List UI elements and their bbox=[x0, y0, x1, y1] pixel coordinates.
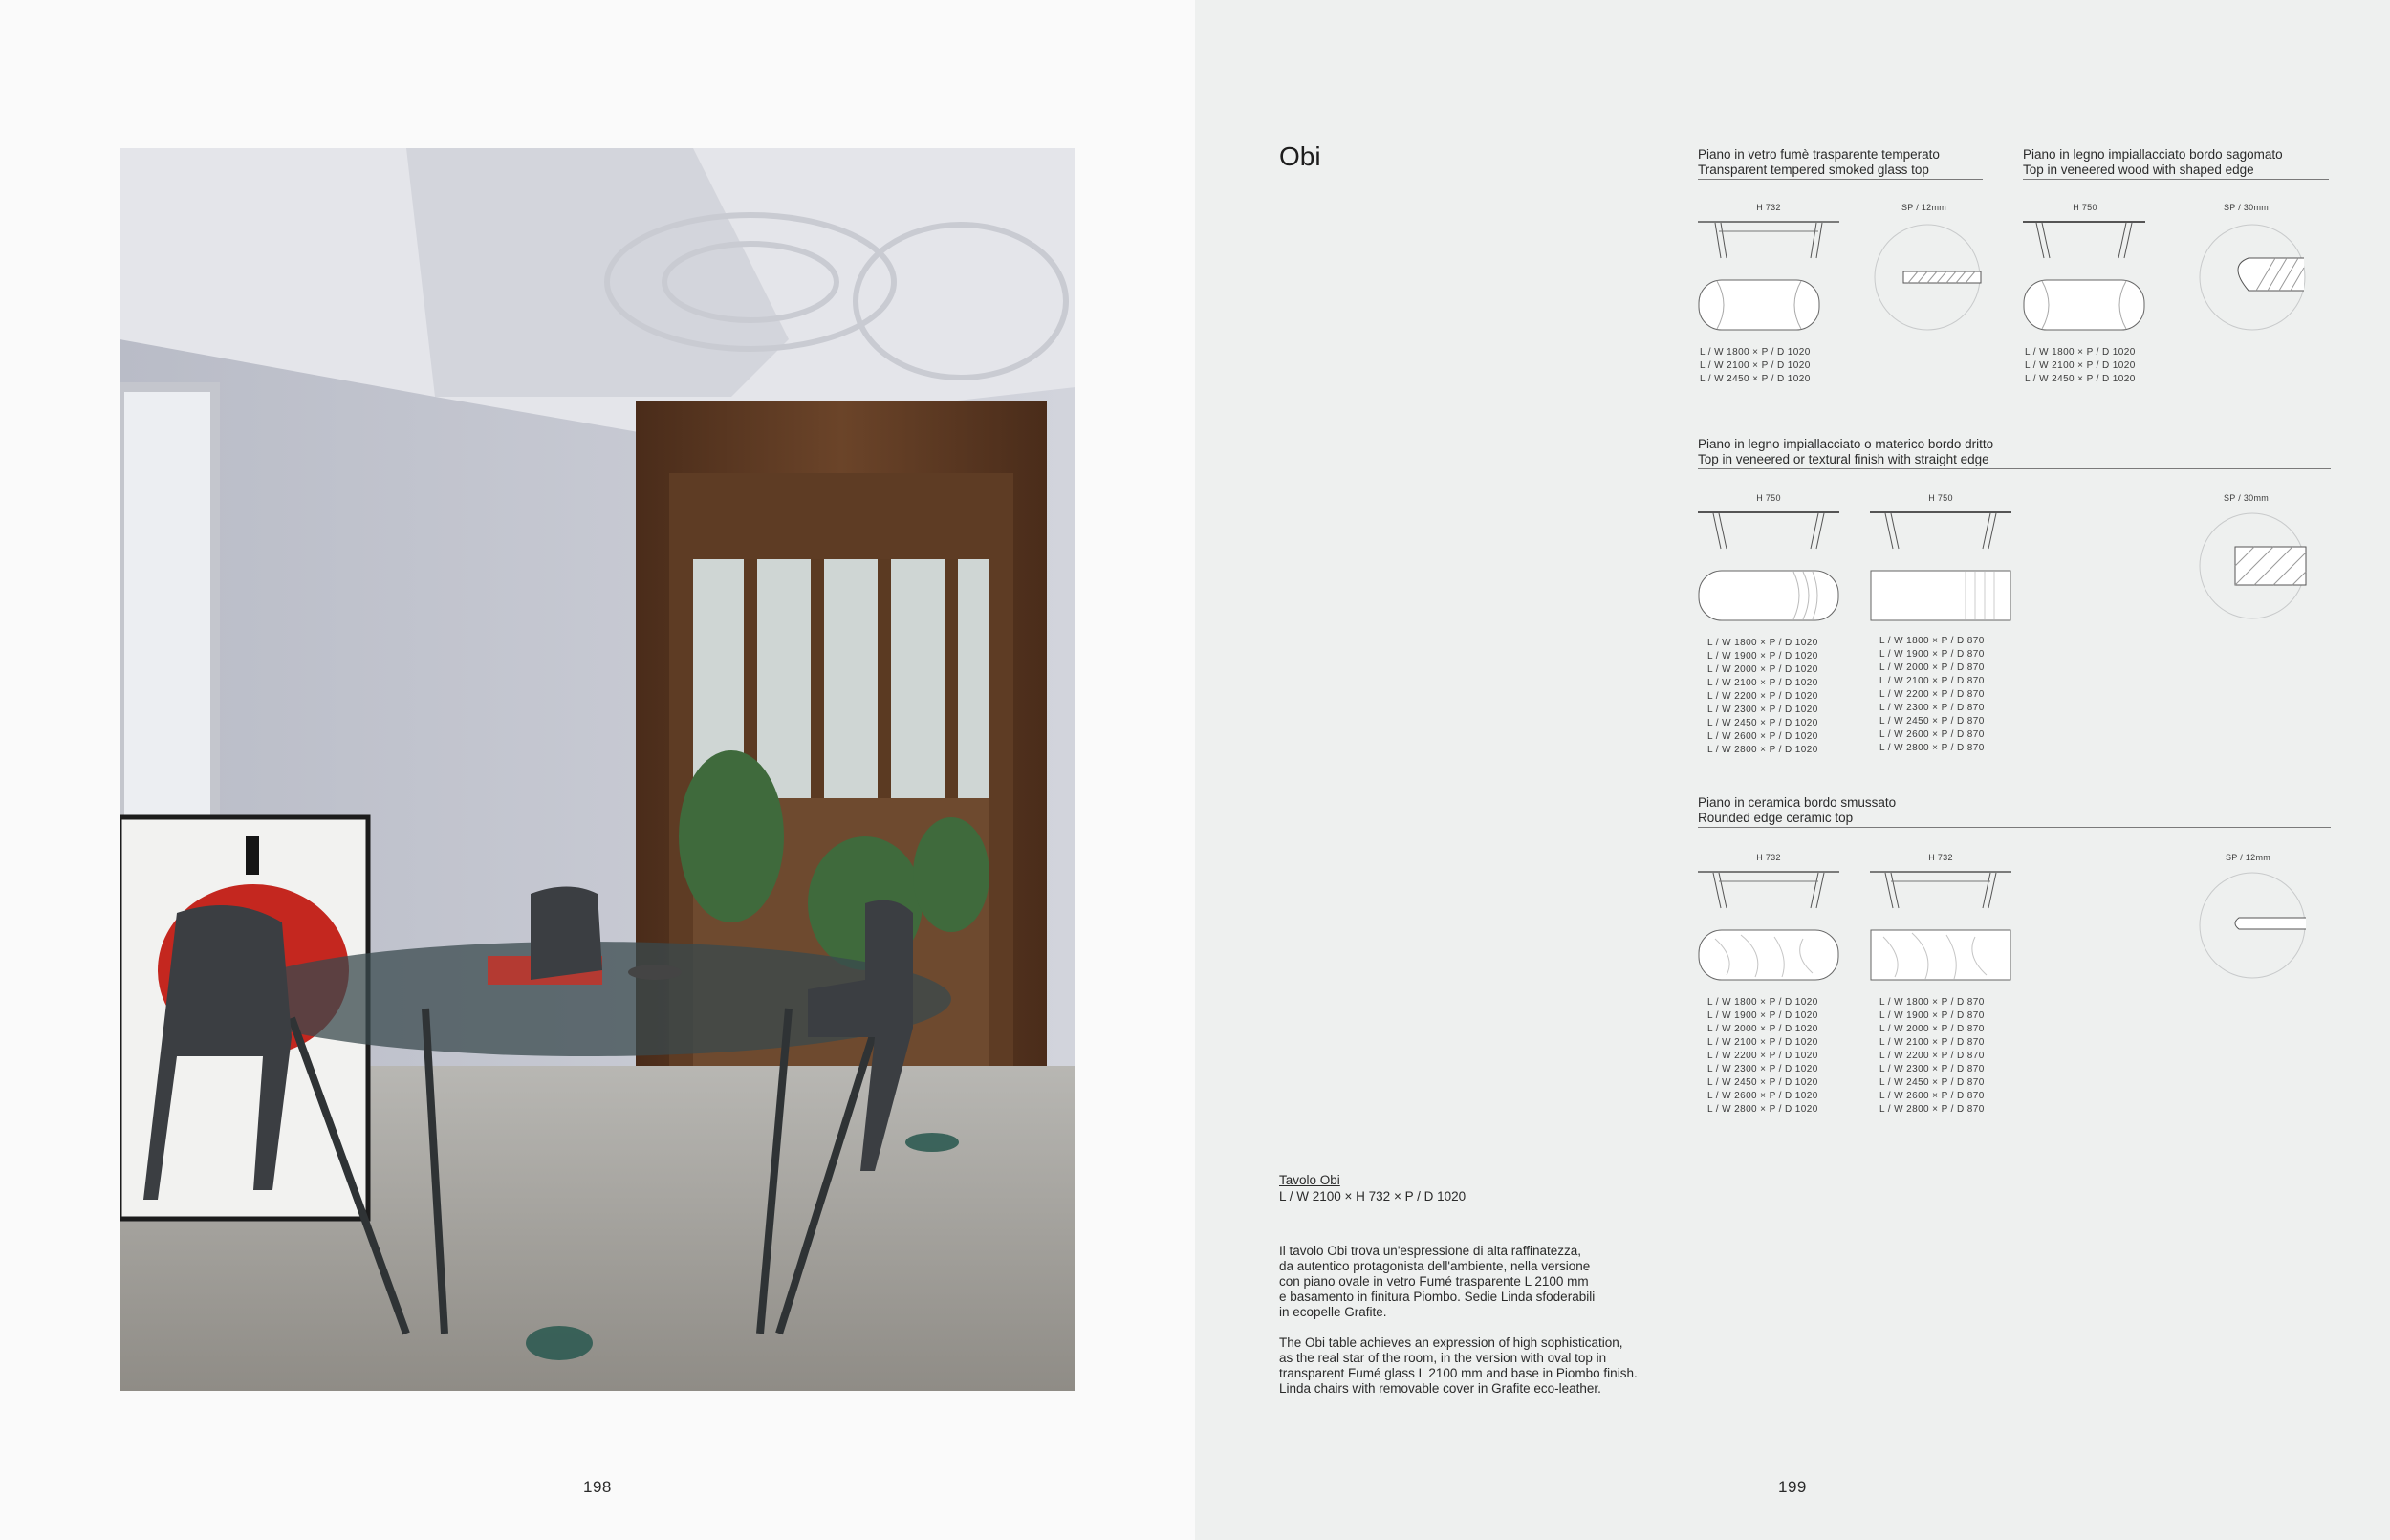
height-label: H 750 bbox=[2073, 203, 2097, 212]
oval-ceramic-top-drawing bbox=[1698, 929, 1841, 983]
size-list: L / W 1800 × P / D 1020 L / W 1900 × P / D 1020 L / W 2000 × P / D 1020 L / W 2100 × P / D 1020 L / W 2200 × P / D 1020 L / W 2300 × P / D 1020 L / W 2450 × P / D 1020 L / W 2600 × P / D 1020 L / W 2800 × P / D 1020 bbox=[1707, 997, 1818, 1115]
section-heading-straight-wood: Piano in legno impiallacciato o materico bordo dritto Top in veneered or textural finish with straight edge bbox=[1698, 437, 2331, 469]
edge-detail-drawing bbox=[2199, 872, 2306, 979]
edge-detail-drawing bbox=[2199, 512, 2306, 619]
side-elevation-drawing bbox=[1870, 868, 2013, 911]
photo-caption bbox=[1279, 1172, 1466, 1204]
thickness-label: SP / 30mm bbox=[2224, 493, 2270, 503]
size-list: L / W 1800 × P / D 870 L / W 1900 × P / D 870 L / W 2000 × P / D 870 L / W 2100 × P / D 870 L / W 2200 × P / D 870 L / W 2300 × P / D 870 L / W 2450 × P / D 870 L / W 2600 × P / D 870 L / W 2800 × P / D 870 bbox=[1879, 636, 1985, 753]
size-list: L / W 1800 × P / D 870 L / W 1900 × P / D 870 L / W 2000 × P / D 870 L / W 2100 × P / D 870 L / W 2200 × P / D 870 L / W 2300 × P / D 870 L / W 2450 × P / D 870 L / W 2600 × P / D 870 L / W 2800 × P / D 870 bbox=[1879, 997, 1985, 1115]
thickness-label: SP / 30mm bbox=[2224, 203, 2270, 212]
room-photo bbox=[120, 148, 1076, 1391]
caption-dimensions: L / W 2100 × H 732 × P / D 1020 bbox=[1279, 1189, 1467, 1204]
height-label: H 750 bbox=[1928, 493, 1953, 503]
description-italian: Il tavolo Obi trova un'espressione di alta raffinatezza, da autentico protagonista dell'ambiente, nella versione con piano ovale in vetro Fumé trasparente L 2100 mm e basamento in finitura Piombo. Sedie Linda sfoderabili in ecopelle Grafite. bbox=[1279, 1244, 1596, 1319]
side-elevation-drawing bbox=[1698, 509, 1841, 552]
section-heading-glass: Piano in vetro fumè trasparente temperato Transparent tempered smoked glass top bbox=[1698, 147, 1983, 180]
edge-detail-drawing bbox=[1874, 224, 1981, 331]
size-list: L / W 1800 × P / D 1020 L / W 2100 × P / D 1020 L / W 2450 × P / D 1020 bbox=[2025, 347, 2136, 384]
oval-top-drawing bbox=[2023, 279, 2147, 333]
page-number-left: 198 bbox=[583, 1478, 612, 1496]
size-list: L / W 1800 × P / D 1020 L / W 1900 × P / D 1020 L / W 2000 × P / D 1020 L / W 2100 × P / D 1020 L / W 2200 × P / D 1020 L / W 2300 × P / D 1020 L / W 2450 × P / D 1020 L / W 2600 × P / D 1020 L / W 2800 × P / D 1020 bbox=[1707, 638, 1818, 755]
height-label: H 750 bbox=[1756, 493, 1781, 503]
description-english: The Obi table achieves an expression of high sophistication, as the real star of the room, in the version with oval top in transparent Fumé glass L 2100 mm and base in Piombo finish. Linda chairs with removable cover in Grafite eco-leather. bbox=[1279, 1335, 1638, 1396]
section-heading-shaped-wood: Piano in legno impiallacciato bordo sagomato Top in veneered wood with shaped edge bbox=[2023, 147, 2329, 180]
thickness-label: SP / 12mm bbox=[1901, 203, 1947, 212]
height-label: H 732 bbox=[1928, 853, 1953, 862]
height-label: H 732 bbox=[1756, 853, 1781, 862]
rectangular-ceramic-top-drawing bbox=[1870, 929, 2013, 983]
side-elevation-drawing bbox=[1870, 509, 2013, 552]
edge-detail-drawing bbox=[2199, 224, 2306, 331]
product-title: Obi bbox=[1279, 141, 1321, 171]
rectangular-top-drawing bbox=[1870, 570, 2013, 623]
size-list: L / W 1800 × P / D 1020 L / W 2100 × P / D 1020 L / W 2450 × P / D 1020 bbox=[1700, 347, 1811, 384]
thickness-label: SP / 12mm bbox=[2226, 853, 2271, 862]
oval-top-drawing bbox=[1698, 570, 1841, 623]
side-elevation-drawing bbox=[2023, 218, 2147, 261]
right-page bbox=[1195, 0, 2390, 1540]
oval-top-drawing bbox=[1698, 279, 1822, 333]
side-elevation-drawing bbox=[1698, 868, 1841, 911]
height-label: H 732 bbox=[1756, 203, 1781, 212]
section-heading-ceramic: Piano in ceramica bordo smussato Rounded edge ceramic top bbox=[1698, 795, 2331, 828]
page-number-right: 199 bbox=[1778, 1478, 1807, 1496]
side-elevation-drawing bbox=[1698, 218, 1841, 261]
caption-product-name: Tavolo Obi bbox=[1279, 1173, 1340, 1187]
